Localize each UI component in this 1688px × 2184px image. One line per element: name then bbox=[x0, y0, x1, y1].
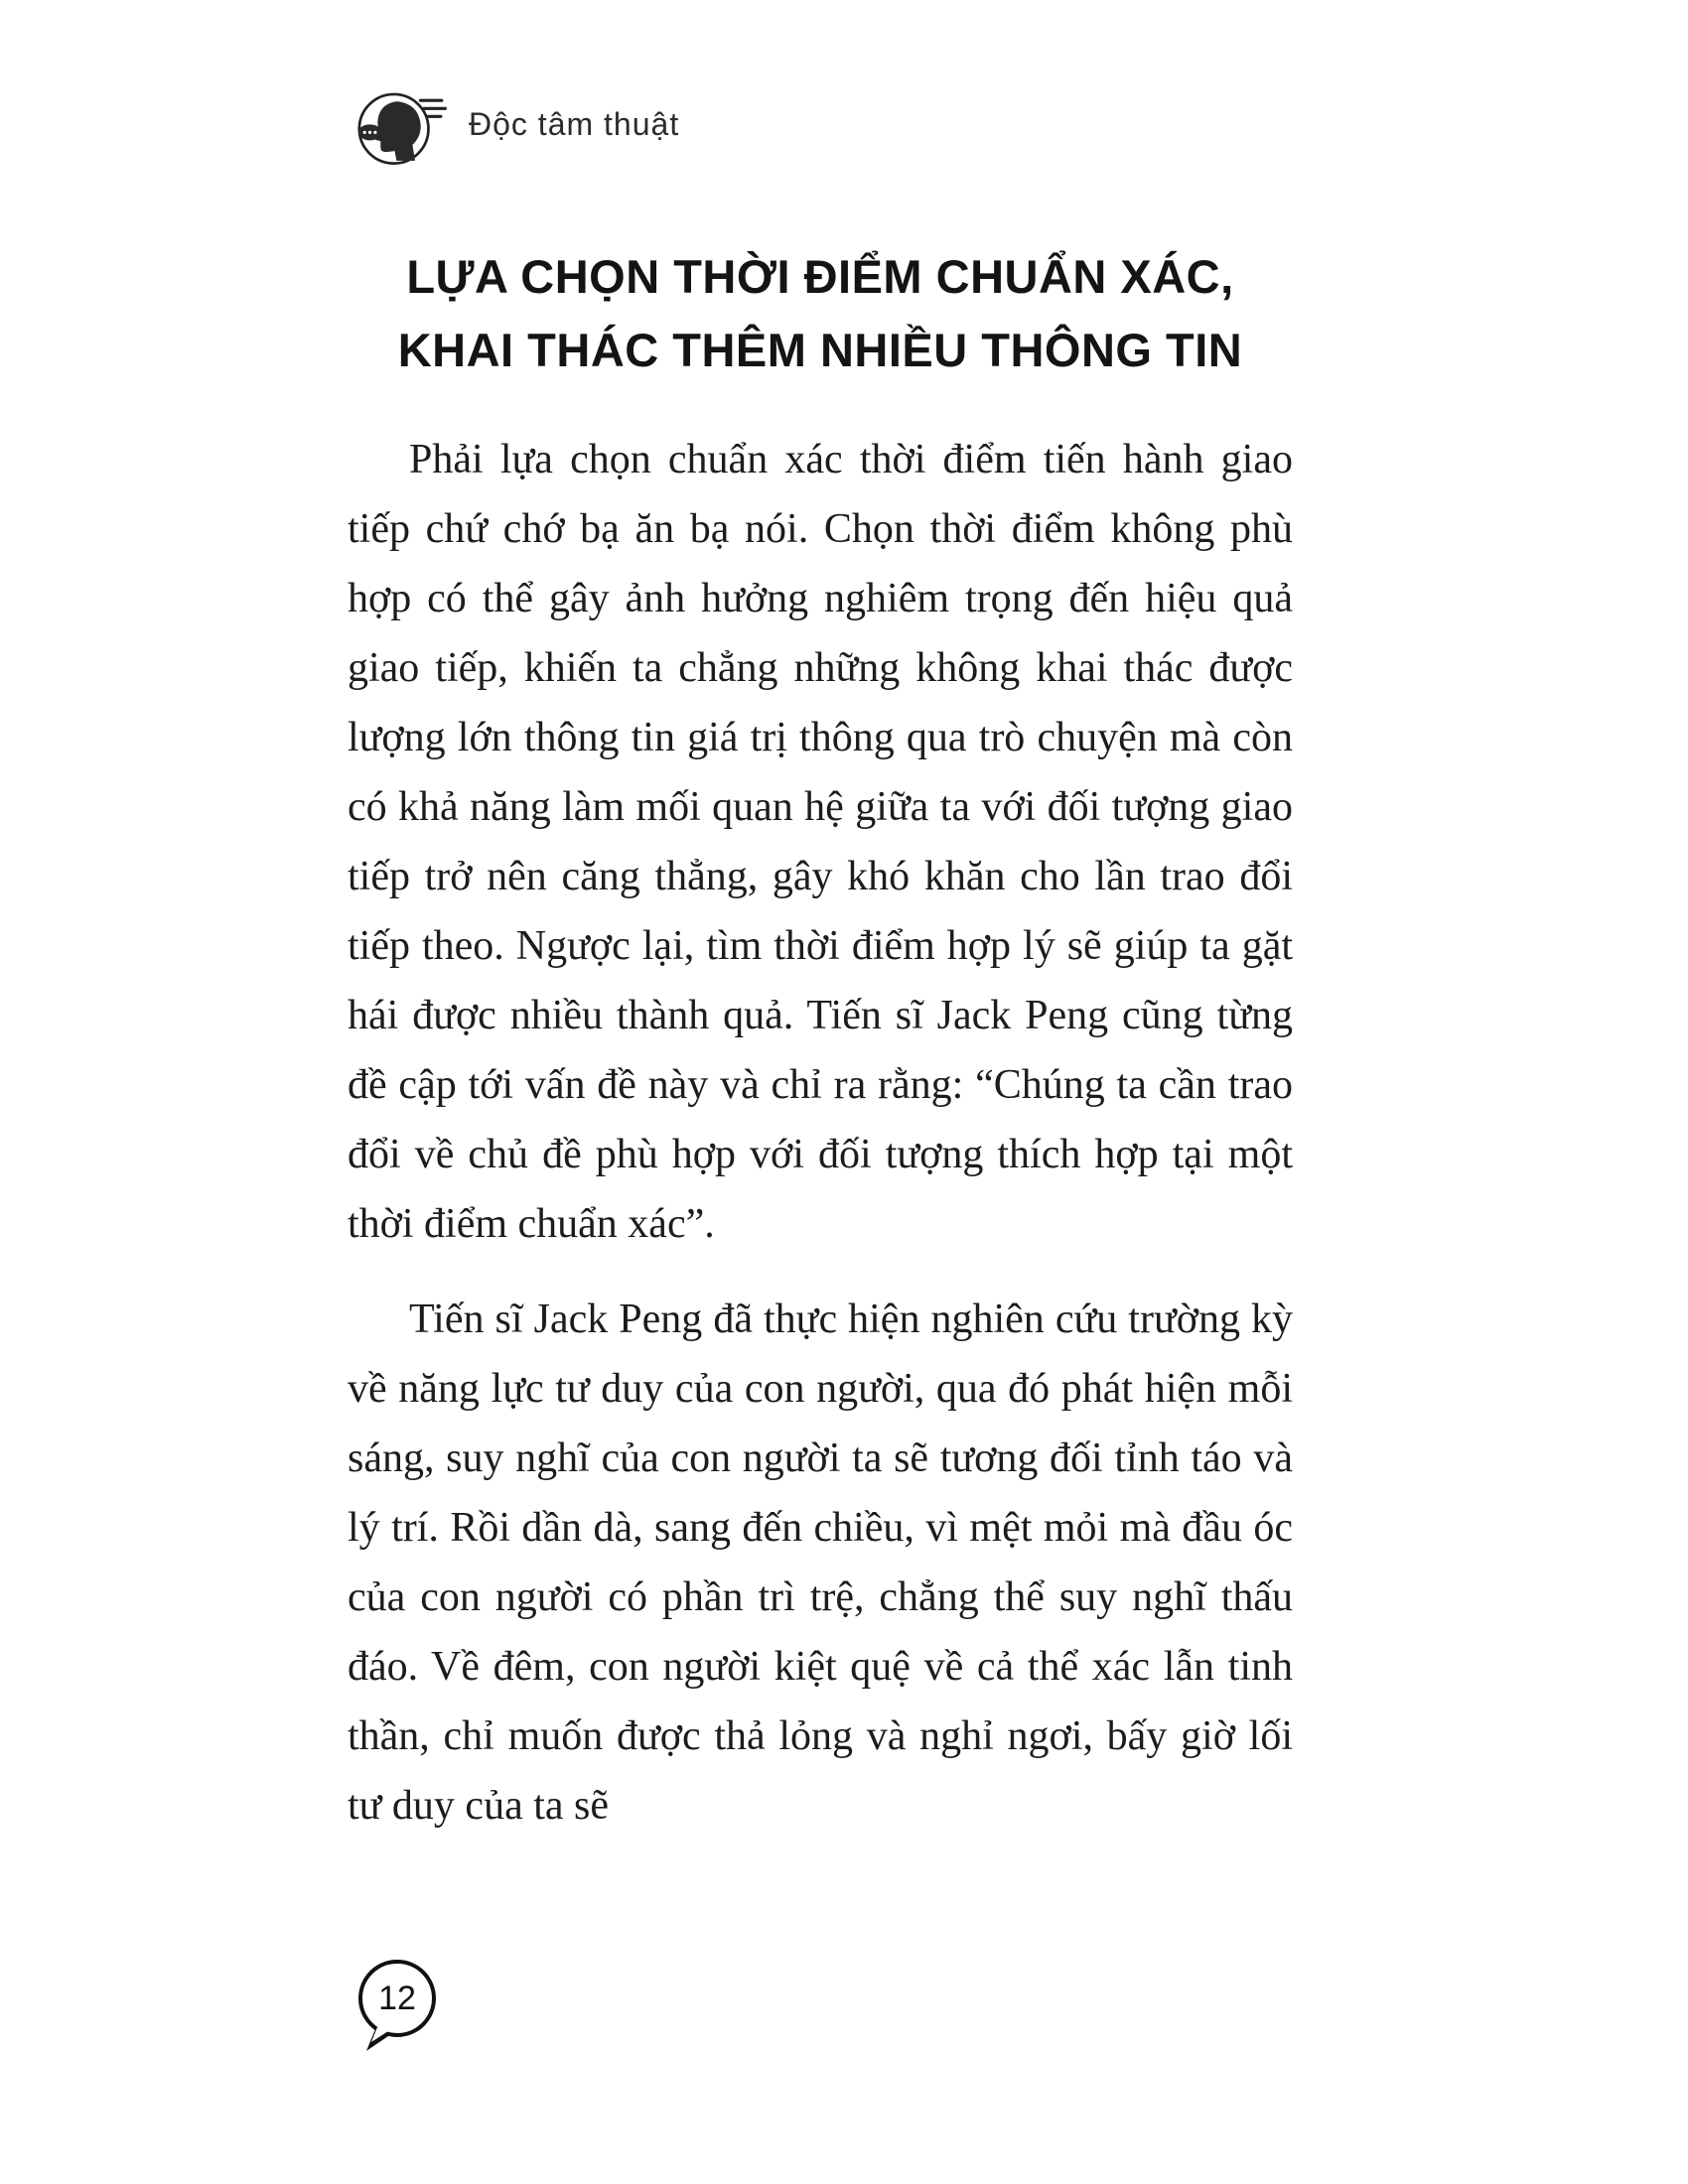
paragraph-1: Phải lựa chọn chuẩn xác thời điểm tiến hành giao tiếp chứ chớ bạ ăn bạ nói. Chọn thời điểm không phù hợp có thể gây ảnh hưởng nghiêm trọng đến hiệu quả giao tiếp, khiến ta chẳng những không khai thác được lượng lớn thông tin giá trị thông qua trò chuyện mà còn có khả năng làm mối quan hệ giữa ta với đối tượng giao tiếp trở nên căng thẳng, gây khó khăn cho lần trao đổi tiếp theo. Ngược lại, tìm thời điểm hợp lý sẽ giúp ta gặt hái được nhiều thành quả. Tiến sĩ Jack Peng cũng từng đề cập tới vấn đề này và chỉ ra rằng: “Chúng ta cần trao đổi về chủ đề phù hợp với đối tượng thích hợp tại một thời điểm chuẩn xác”. bbox=[348, 437, 1293, 1247]
page-header bbox=[350, 81, 679, 173]
body-text bbox=[348, 425, 1293, 1841]
chapter-title-line2: KHAI THÁC THÊM NHIỀU THÔNG TIN bbox=[397, 324, 1243, 376]
page-number: 12 bbox=[378, 1979, 416, 2017]
head-with-speech-lines-icon bbox=[350, 81, 449, 173]
chapter-title bbox=[348, 240, 1293, 387]
paragraph-2: Tiến sĩ Jack Peng đã thực hiện nghiên cứu trường kỳ về năng lực tư duy của con người, qua đó phát hiện mỗi sáng, suy nghĩ của con người ta sẽ tương đối tỉnh táo và lý trí. Rồi dần dà, sang đến chiều, vì mệt mỏi mà đầu óc của con người có phần trì trệ, chẳng thể suy nghĩ thấu đáo. Về đêm, con người kiệt quệ về cả thể xác lẫn tinh thần, chỉ muốn được thả lỏng và nghỉ ngơi, bấy giờ lối tư duy của ta sẽ bbox=[348, 1297, 1293, 1829]
book-title: Độc tâm thuật bbox=[469, 105, 680, 142]
chapter-title-line1: LỰA CHỌN THỜI ĐIỂM CHUẨN XÁC, bbox=[406, 250, 1234, 303]
page-number-bubble bbox=[353, 1954, 445, 2057]
